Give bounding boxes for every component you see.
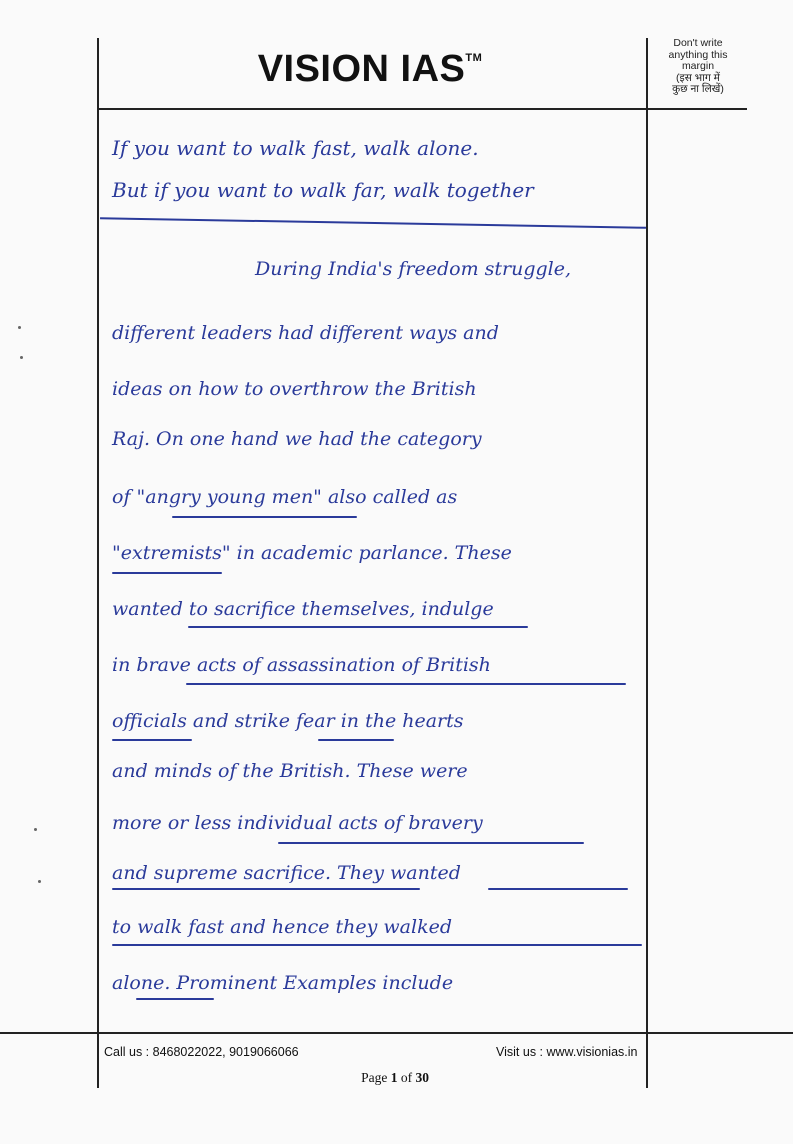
scan-speck xyxy=(34,828,37,831)
scan-speck xyxy=(18,326,21,329)
scan-speck xyxy=(38,880,41,883)
underline xyxy=(172,516,357,518)
scan-speck xyxy=(20,356,23,359)
underline xyxy=(112,739,192,741)
margin-note: Don't write anything this margin (इस भाग में कुछ ना लिखें) xyxy=(668,37,728,95)
answer-line: and supreme sacrifice. They wanted xyxy=(112,862,461,884)
answer-line: more or less individual acts of bravery xyxy=(112,812,483,834)
answer-line: to walk fast and hence they walked xyxy=(112,916,453,938)
underline xyxy=(136,998,214,1000)
brand-logo: VISION IAS™ xyxy=(257,48,483,90)
page-number: Page 1 of 30 xyxy=(361,1070,429,1085)
header-divider xyxy=(97,108,747,110)
answer-line: ideas on how to overthrow the British xyxy=(112,378,477,400)
answer-line: "extremists" in academic parlance. These xyxy=(112,542,512,564)
answer-line: in brave acts of assassination of British xyxy=(112,654,491,676)
answer-line: officials and strike fear in the hearts xyxy=(112,710,464,732)
answer-line: During India's freedom struggle, xyxy=(255,258,572,280)
underline xyxy=(188,626,528,628)
underline xyxy=(186,683,626,685)
left-margin-line xyxy=(97,38,99,1088)
underline xyxy=(488,888,628,890)
footer-contact: Call us : 8468022022, 9019066066 xyxy=(104,1045,299,1059)
answer-line: of "angry young men" also called as xyxy=(112,486,458,508)
footer-divider xyxy=(0,1032,793,1034)
underline xyxy=(112,888,420,890)
answer-line: Raj. On one hand we had the category xyxy=(112,428,482,450)
answer-line: different leaders had different ways and xyxy=(112,322,499,344)
footer-website: Visit us : www.visionias.in xyxy=(496,1045,638,1059)
quote-line: If you want to walk fast, walk alone. xyxy=(112,136,479,160)
underline xyxy=(278,842,584,844)
answer-line: and minds of the British. These were xyxy=(112,760,468,782)
answer-line: alone. Prominent Examples include xyxy=(112,972,454,994)
underline xyxy=(318,739,394,741)
underline xyxy=(112,572,222,574)
underline xyxy=(112,944,642,946)
quote-separator xyxy=(100,217,646,229)
quote-line: But if you want to walk far, walk together xyxy=(112,178,534,202)
answer-line: wanted to sacrifice themselves, indulge xyxy=(112,598,494,620)
